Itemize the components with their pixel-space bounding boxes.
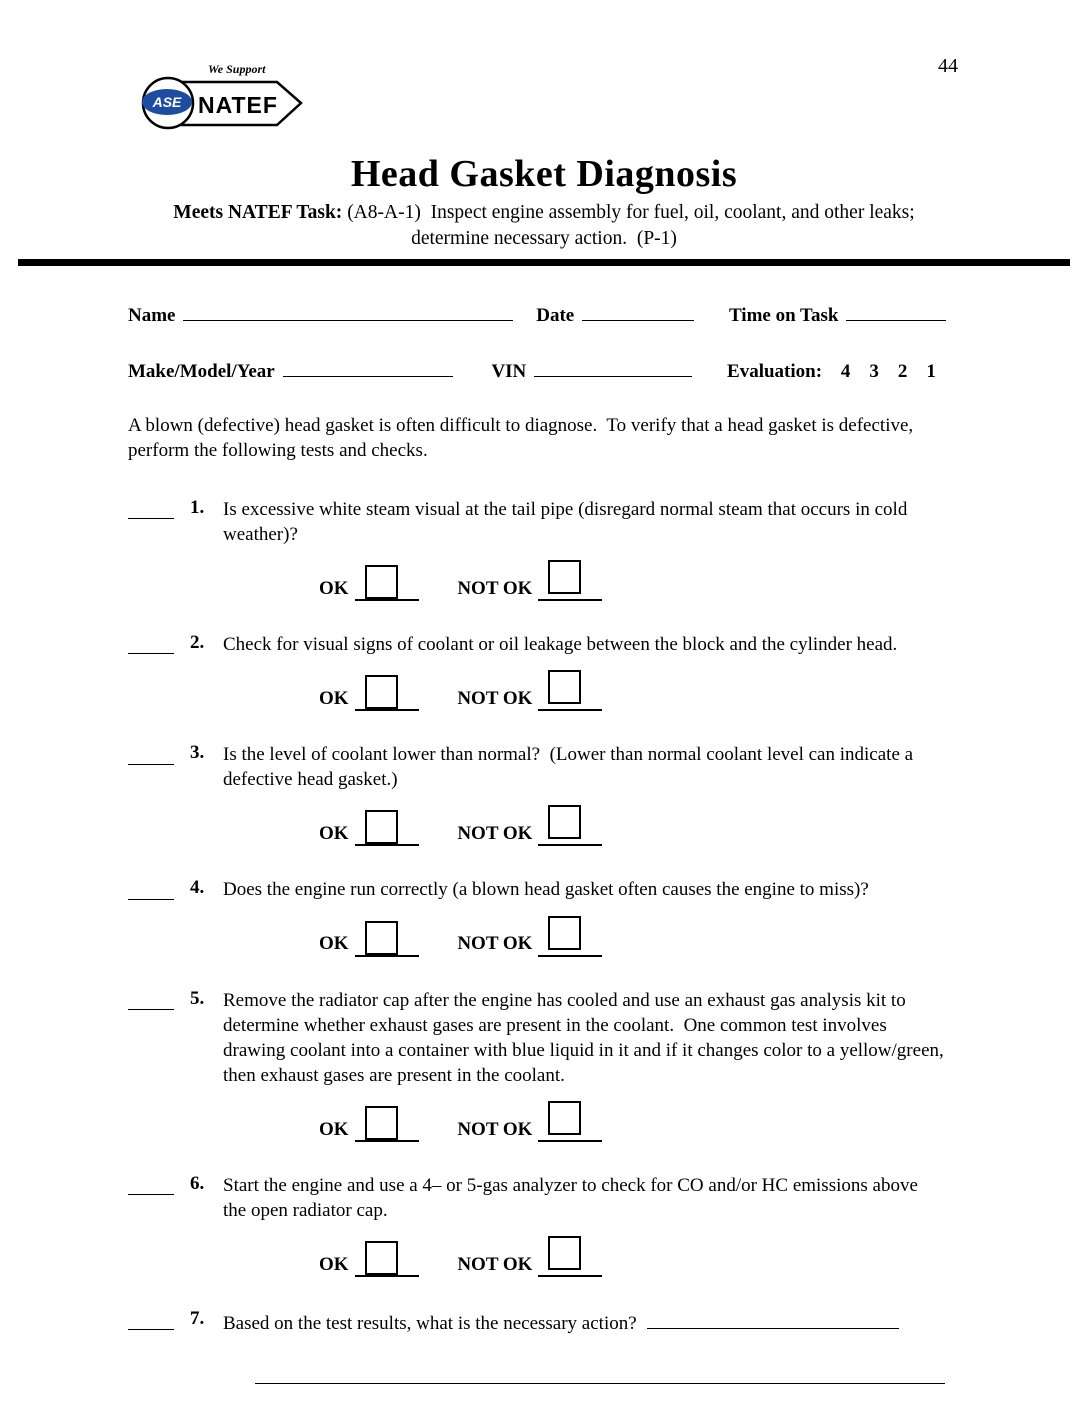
item-result-blank[interactable] — [128, 1308, 174, 1330]
not-ok-checkbox[interactable] — [548, 1236, 581, 1270]
not-ok-line — [538, 673, 602, 711]
item-body — [223, 1308, 945, 1384]
not-ok-checkbox-group — [457, 919, 602, 957]
item-number: 7. — [190, 1307, 205, 1329]
item-result-blank[interactable] — [128, 877, 174, 899]
divider-rule — [18, 259, 1070, 266]
not-ok-checkbox[interactable] — [548, 560, 581, 594]
date-field[interactable] — [582, 300, 694, 321]
form-content — [128, 300, 949, 1408]
ok-label: OK — [319, 1253, 349, 1275]
item-text: Does the engine run correctly (a blown head gasket often causes the engine to miss)? — [223, 879, 869, 901]
task-item — [128, 877, 945, 960]
item-body — [223, 1173, 945, 1281]
name-field[interactable] — [183, 300, 513, 321]
vin-field[interactable] — [534, 356, 692, 377]
ok-checkbox[interactable] — [365, 1106, 398, 1140]
natef-logo-graphic — [136, 55, 316, 140]
page-title: Head Gasket Diagnosis — [350, 153, 738, 195]
item-number: 3. — [190, 742, 205, 764]
date-label: Date — [536, 304, 575, 326]
evaluation-label: Evaluation: — [727, 360, 823, 382]
item-body — [223, 632, 945, 715]
not-ok-label: NOT OK — [457, 823, 533, 845]
page-number: 44 — [938, 55, 958, 77]
ase-logo-text: ASE — [152, 94, 182, 110]
task-text: (A8-A-1) Inspect engine assembly for fuel, oil, coolant, and other leaks; — [347, 202, 915, 223]
not-ok-checkbox-group — [457, 1239, 602, 1277]
task-item — [128, 742, 945, 850]
task-item — [128, 1173, 945, 1281]
item-result-blank[interactable] — [128, 988, 174, 1010]
checkbox-row — [319, 1239, 945, 1277]
not-ok-checkbox-group — [457, 563, 602, 601]
ok-line — [355, 1104, 419, 1142]
time-on-task-label: Time on Task — [728, 304, 839, 326]
checkbox-row — [319, 1104, 945, 1142]
item-text: Check for visual signs of coolant or oil leakage between the block and the cylinder head. — [223, 634, 898, 656]
item-number: 1. — [190, 497, 205, 519]
not-ok-checkbox[interactable] — [548, 805, 581, 839]
not-ok-line — [538, 919, 602, 957]
ok-line — [355, 1239, 419, 1277]
item-text: Start the engine and use a 4– or 5-gas analyzer to check for CO and/or HC emissions above the open radiator cap. — [223, 1174, 923, 1221]
not-ok-label: NOT OK — [457, 1253, 533, 1275]
not-ok-checkbox[interactable] — [548, 1101, 581, 1135]
checkbox-row — [319, 919, 945, 957]
task-item — [128, 497, 945, 605]
checkbox-row — [319, 563, 945, 601]
not-ok-checkbox-group — [457, 673, 602, 711]
logo-support-text: We Support — [208, 62, 266, 76]
task-item — [128, 632, 945, 715]
not-ok-line — [538, 1239, 602, 1277]
ok-label: OK — [319, 823, 349, 845]
item-body — [223, 988, 949, 1146]
name-label: Name — [128, 304, 176, 326]
ok-label: OK — [319, 578, 349, 600]
task-item — [128, 1308, 945, 1384]
answer-line-inline[interactable] — [647, 1308, 899, 1329]
ok-label: OK — [319, 1118, 349, 1140]
item-number: 4. — [190, 877, 205, 899]
not-ok-checkbox[interactable] — [548, 670, 581, 704]
ok-checkbox-group — [319, 563, 419, 601]
not-ok-label: NOT OK — [457, 933, 533, 955]
task-item-list — [128, 497, 949, 1384]
not-ok-checkbox-group — [457, 808, 602, 846]
answer-line-full[interactable] — [255, 1382, 945, 1384]
task-item — [128, 987, 949, 1146]
make-model-year-label: Make/Model/Year — [128, 360, 275, 382]
item-text: Is the level of coolant lower than normal? (Lower than normal coolant level can indicate a defective head gasket.) — [223, 744, 918, 791]
ok-checkbox[interactable] — [365, 675, 398, 709]
ok-label: OK — [319, 688, 349, 710]
not-ok-line — [538, 1104, 602, 1142]
not-ok-line — [538, 563, 602, 601]
item-body — [223, 877, 945, 960]
ok-checkbox[interactable] — [365, 1241, 398, 1275]
task-label: Meets NATEF Task: — [173, 202, 343, 223]
item-number: 2. — [190, 632, 205, 654]
ok-line — [355, 919, 419, 957]
intro-paragraph: A blown (defective) head gasket is often difficult to diagnose. To verify that a head gasket is defective, perform the following tests and checks. — [128, 414, 918, 461]
not-ok-checkbox-group — [457, 1104, 602, 1142]
item-body — [223, 742, 945, 850]
natef-logo — [136, 55, 316, 140]
item-text: Is excessive white steam visual at the tail pipe (disregard normal steam that occurs in cold weather)? — [223, 499, 913, 546]
make-model-year-field[interactable] — [283, 356, 453, 377]
ok-label: OK — [319, 933, 349, 955]
item-body — [223, 497, 945, 605]
item-result-blank[interactable] — [128, 632, 174, 654]
evaluation-values: 4 3 2 1 — [840, 360, 936, 382]
ok-checkbox[interactable] — [365, 565, 398, 599]
checkbox-row — [319, 673, 945, 711]
ok-line — [355, 673, 419, 711]
item-result-blank[interactable] — [128, 742, 174, 764]
ok-line — [355, 563, 419, 601]
item-result-blank[interactable] — [128, 1173, 174, 1195]
item-number: 6. — [190, 1172, 205, 1194]
not-ok-label: NOT OK — [457, 578, 533, 600]
ok-checkbox-group — [319, 919, 419, 957]
item-text: Based on the test results, what is the necessary action? — [223, 1312, 637, 1334]
natef-task-line-2: determine necessary action. (P-1) — [411, 228, 677, 249]
time-on-task-field[interactable] — [846, 300, 946, 321]
ok-checkbox-group — [319, 808, 419, 846]
not-ok-line — [538, 808, 602, 846]
checkbox-row — [319, 808, 945, 846]
ok-checkbox-group — [319, 1239, 419, 1277]
ok-checkbox[interactable] — [365, 810, 398, 844]
item-number: 5. — [190, 987, 205, 1009]
ok-checkbox[interactable] — [365, 921, 398, 955]
form-row-2 — [128, 356, 945, 383]
natef-task-line — [0, 202, 1088, 224]
not-ok-checkbox[interactable] — [548, 916, 581, 950]
form-row-1 — [128, 300, 945, 327]
ok-line — [355, 808, 419, 846]
natef-logo-text: NATEF — [198, 92, 278, 118]
not-ok-label: NOT OK — [457, 1118, 533, 1140]
item-result-blank[interactable] — [128, 497, 174, 519]
ok-checkbox-group — [319, 1104, 419, 1142]
vin-label: VIN — [491, 360, 527, 382]
not-ok-label: NOT OK — [457, 688, 533, 710]
ok-checkbox-group — [319, 673, 419, 711]
item-text: Remove the radiator cap after the engine has cooled and use an exhaust gas analysis kit to determine whether exhaust gases are present in the coolant. One common test involves drawing coolant into a container with blue liquid in it and if it changes color to a yellow/green, then exhaust gases are present in the coolant. — [223, 989, 949, 1086]
